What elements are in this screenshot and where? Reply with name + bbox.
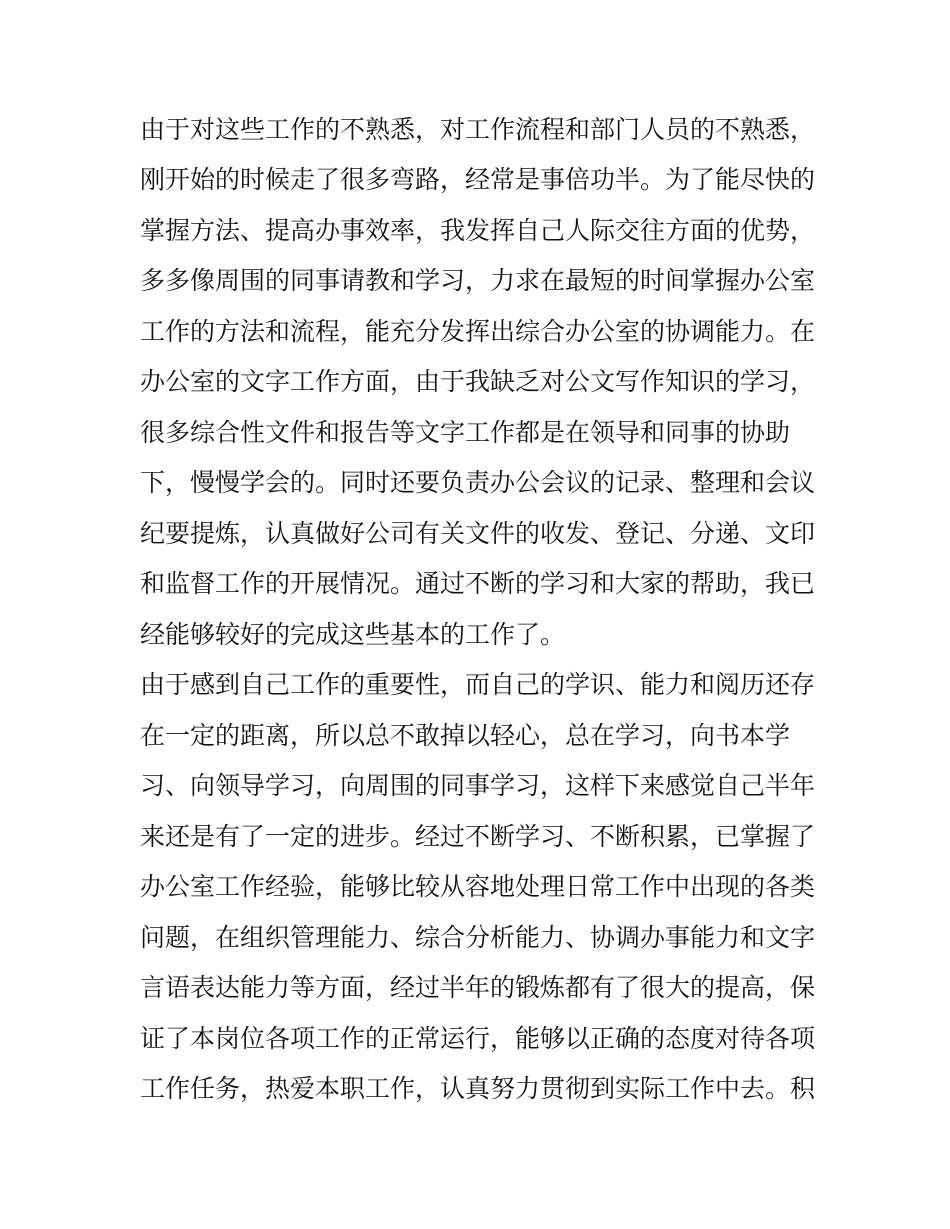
text-line: 纪要提炼，认真做好公司有关文件的收发、登记、分递、文印: [140, 519, 816, 548]
text-line: 很多综合性文件和报告等文字工作都是在领导和同事的协助: [140, 418, 791, 447]
text-line: 问题，在组织管理能力、综合分析能力、协调办事能力和文字: [140, 923, 816, 952]
text-line: 和监督工作的开展情况。通过不断的学习和大家的帮助，我已: [140, 569, 816, 598]
text-line: 由于对这些工作的不熟悉，对工作流程和部门人员的不熟悉，: [140, 115, 816, 144]
text-line: 来还是有了一定的进步。经过不断学习、不断积累，已掌握了: [140, 822, 816, 851]
text-line: 工作的方法和流程，能充分发挥出综合办公室的协调能力。在: [140, 317, 816, 346]
text-line: 掌握方法、提高办事效率，我发挥自己人际交往方面的优势，: [140, 216, 816, 245]
text-line: 多多像周围的同事请教和学习，力求在最短的时间掌握办公室: [140, 266, 816, 295]
text-line: 在一定的距离，所以总不敢掉以轻心，总在学习，向书本学: [140, 721, 791, 750]
text-line: 言语表达能力等方面，经过半年的锻炼都有了很大的提高，保: [140, 973, 816, 1002]
text-line: 工作任务，热爱本职工作，认真努力贯彻到实际工作中去。积: [140, 1074, 816, 1103]
text-line: 经能够较好的完成这些基本的工作了。: [140, 620, 566, 649]
text-line: 证了本岗位各项工作的正常运行，能够以正确的态度对待各项: [140, 1024, 816, 1053]
text-line: 由于感到自己工作的重要性，而自己的学识、能力和阅历还存: [140, 670, 816, 699]
text-line: 下，慢慢学会的。同时还要负责办公会议的记录、整理和会议: [140, 468, 816, 497]
text-line: 习、向领导学习，向周围的同事学习，这样下来感觉自己半年: [140, 771, 816, 800]
text-line: 刚开始的时候走了很多弯路，经常是事倍功半。为了能尽快的: [140, 165, 816, 194]
text-line: 办公室的文字工作方面，由于我缺乏对公文写作知识的学习，: [140, 367, 816, 396]
text-line: 办公室工作经验，能够比较从容地处理日常工作中出现的各类: [140, 872, 816, 901]
